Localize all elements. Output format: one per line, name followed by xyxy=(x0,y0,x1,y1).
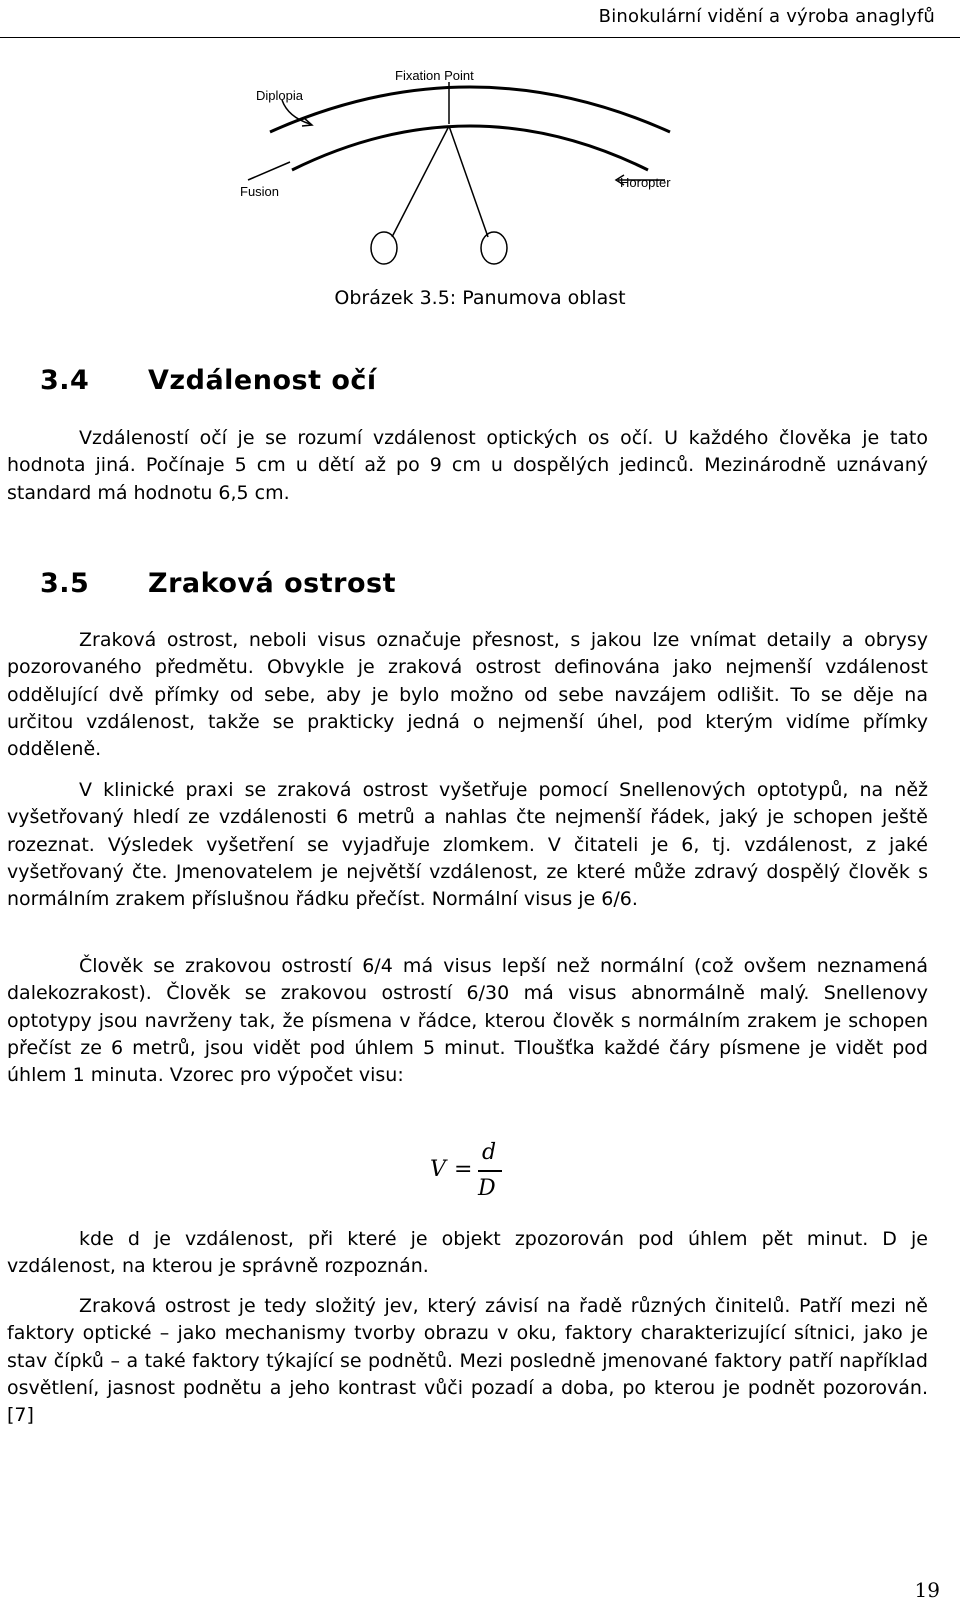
section-title: Zraková ostrost xyxy=(148,568,396,599)
header-rule xyxy=(0,37,960,38)
section-heading-3-4 xyxy=(40,365,377,396)
right-eye-icon xyxy=(481,232,507,264)
section-heading-3-5 xyxy=(40,568,396,599)
section-title: Vzdálenost očí xyxy=(148,365,377,396)
running-header: Binokulární vidění a výroba anaglyfů xyxy=(598,6,935,27)
page-number: 19 xyxy=(914,1578,940,1602)
section-number: 3.4 xyxy=(40,365,90,396)
formula-equals: = xyxy=(454,1157,473,1182)
paragraph: Zraková ostrost je tedy složitý jev, který závisí na řadě různých činitelů. Patří mezi ně faktory optické – jako mechanismy tvorby obrazu v oku, faktory charakterizující sítnici, jako je stav čípků – a také faktory týkající se podnětů. Mezi posledně jmenované faktory patří například osvětlení, jasnost podnětu a jeho kontrast vůči pozadí a doba, po kterou je podnět pozorován. [7] xyxy=(7,1295,928,1427)
panum-area-figure xyxy=(230,62,710,282)
horopter-label: Horopter xyxy=(620,175,671,190)
right-eye-line-of-sight xyxy=(449,126,488,237)
fusion-arrow xyxy=(248,162,290,180)
fixation-point-label: Fixation Point xyxy=(395,68,474,83)
left-eye-line-of-sight xyxy=(392,126,449,237)
formula-denominator: D xyxy=(478,1176,496,1201)
panum-inner-arc xyxy=(292,126,648,170)
panum-area-diagram xyxy=(230,62,710,282)
paragraph: Zraková ostrost, neboli visus označuje přesnost, s jakou lze vnímat detaily a obrysy pozorovaného předmětu. Obvykle je zraková ostrost definována jako nejmenší vzdálenost oddělující dvě přímky od sebe, aby je bylo možno od sebe navzájem odlišit. To se děje na určitou vzdálenost, takže se prakticky jedná o nejmenší úhel, pod kterým vidíme přímky odděleně. xyxy=(7,629,928,761)
fraction-bar xyxy=(478,1170,502,1172)
paragraph: Vzdáleností očí je se rozumí vzdálenost optických os očí. U každého člověka je tato hodnota jiná. Počínaje 5 cm u dětí až po 9 cm u dospělých jedinců. Mezinárodně uznávaný standard má hodnotu 6,5 cm. xyxy=(7,427,928,504)
diplopia-label: Diplopia xyxy=(256,88,303,103)
left-eye-icon xyxy=(371,232,397,264)
formula-numerator: d xyxy=(482,1140,497,1165)
paragraph: Člověk se zrakovou ostrostí 6/4 má visus lepší než normální (což ovšem neznamená dalekozrakost). Člověk se zrakovou ostrostí 6/30 má visus abnormálně malý. Snellenovy optotypy jsou navrženy tak, že písmena v řádce, kterou člověk s normálním zrakem je schopen přečíst ze 6 metrů, jsou vidět pod úhlem 5 minut. Tloušťka každé čáry písmene je vidět pod úhlem 1 minuta. Vzorec pro výpočet visu: xyxy=(7,955,928,1087)
formula-lhs: V xyxy=(430,1157,446,1182)
paragraph: V klinické praxi se zraková ostrost vyšetřuje pomocí Snellenových optotypů, na něž vyšetřovaný hledí ze vzdálenosti 6 metrů a nahlas čte nejmenší řádek, jaký je schopen ještě rozeznat. Výsledek vyšetření se vyjadřuje zlomkem. V čitateli je 6, tj. vzdálenost, z jaké vyšetřovaný čte. Jmenovatelem je největší vzdálenost, ze které může zdravý dospělý člověk s normálním zrakem příslušnou řádku přečíst. Normální visus je 6/6. xyxy=(7,779,928,911)
paragraph: kde d je vzdálenost, při které je objekt zpozorován pod úhlem pět minut. D je vzdálenost, na kterou je správně rozpoznán. xyxy=(7,1228,928,1278)
fusion-label: Fusion xyxy=(240,184,280,199)
visus-formula xyxy=(430,1140,520,1210)
figure-caption: Obrázek 3.5: Panumova oblast xyxy=(334,287,626,309)
section-number: 3.5 xyxy=(40,568,90,599)
